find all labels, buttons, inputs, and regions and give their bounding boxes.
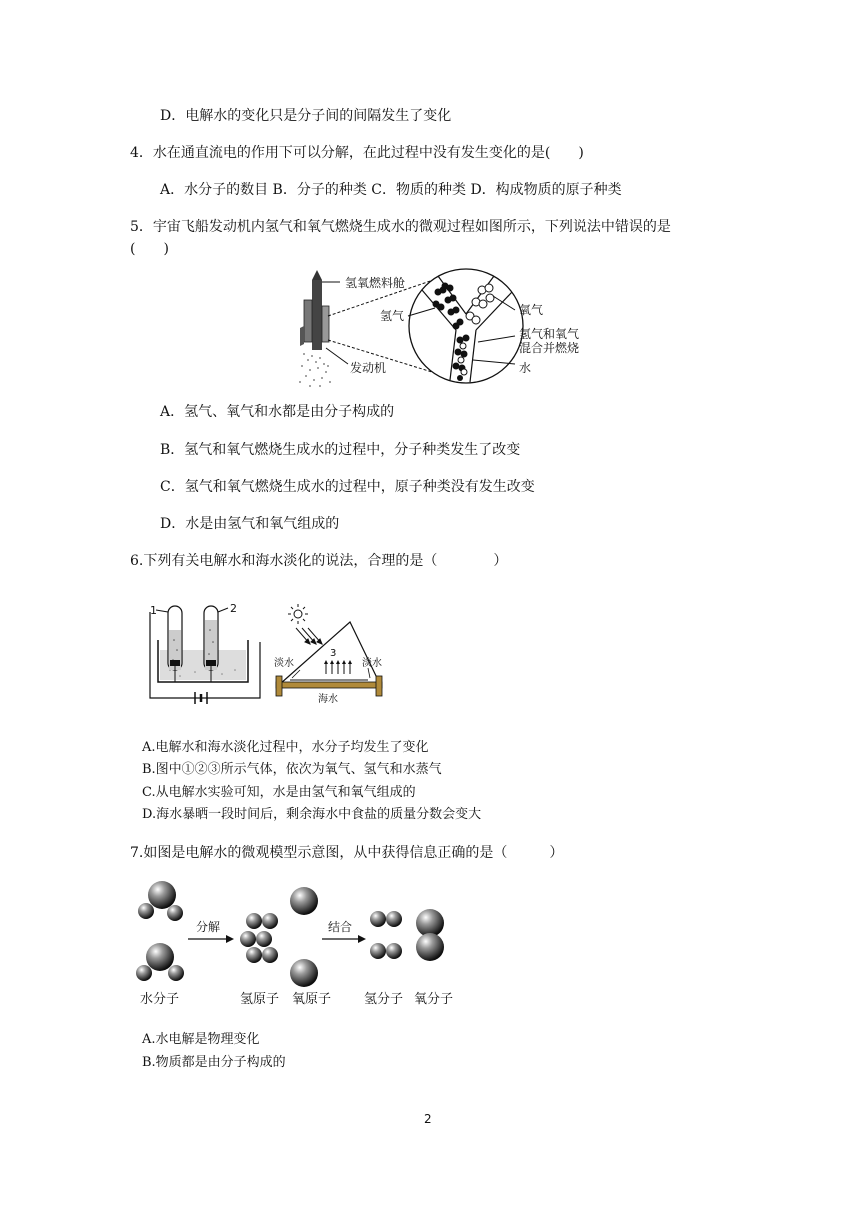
- label-oxygen-molecule: 氧分子: [414, 992, 454, 1007]
- q6-option-b: B.图中①②③所示气体，依次为氧气、氢气和水蒸气: [142, 762, 442, 777]
- label-mix-line2: 混合并燃烧: [519, 341, 580, 355]
- label-hydrogen-atom: 氢原子: [240, 992, 280, 1007]
- label-oxygen: 氧气: [519, 303, 544, 317]
- q5-option-c: C．氢气和氧气燃烧生成水的过程中，原子种类没有发生改变: [160, 479, 535, 495]
- q5-stem-bracket: ( ): [130, 241, 169, 257]
- label-fresh-water-left: 淡水: [274, 658, 294, 669]
- q7-option-b: B.物质都是由分子构成的: [142, 1055, 286, 1070]
- rocket-icon: [299, 270, 331, 387]
- label-oxygen-atom: 氧原子: [292, 992, 332, 1007]
- q6-desalination-figure: [270, 600, 395, 710]
- page-number: 2: [424, 1112, 432, 1126]
- label-tube-2: 2: [230, 602, 237, 615]
- q5-stem: 5．宇宙飞船发动机内氢气和氧气燃烧生成水的微观过程如图所示，下列说法中错误的是: [130, 219, 671, 235]
- q4-stem: 4．水在通直流电的作用下可以分解，在此过程中没有发生变化的是( ): [130, 145, 584, 161]
- q4-options: A．水分子的数目 B．分子的种类 C．物质的种类 D．构成物质的原子种类: [160, 182, 622, 198]
- label-hydrogen: 氢气: [380, 309, 405, 323]
- q6-electrolysis-figure: [140, 600, 270, 710]
- q5-rocket-figure: [290, 268, 600, 393]
- label-engine: 发动机: [350, 361, 387, 375]
- q7-stem: 7.如图是电解水的微观模型示意图，从中获得信息正确的是（ ）: [130, 845, 564, 861]
- q5-option-b: B．氢气和氧气燃烧生成水的过程中，分子种类发生了改变: [160, 442, 521, 458]
- q6-option-d: D.海水暴晒一段时间后，剩余海水中食盐的质量分数会变大: [142, 807, 482, 822]
- q5-option-a: A．氢气、氧气和水都是由分子构成的: [160, 404, 395, 420]
- label-fresh-water-right: 淡水: [362, 658, 382, 669]
- label-water: 水: [519, 361, 532, 375]
- label-combine: 结合: [328, 920, 353, 934]
- q3-option-d: D．电解水的变化只是分子间的间隔发生了变化: [160, 108, 452, 124]
- label-seawater: 海水: [318, 694, 338, 705]
- label-decompose: 分解: [196, 920, 221, 934]
- label-water-molecule: 水分子: [140, 992, 180, 1007]
- label-mix-line1: 氢气和氧气: [519, 327, 580, 341]
- sun-icon: [288, 604, 308, 624]
- label-tube-1: 1: [150, 604, 157, 617]
- q7-option-a: A.水电解是物理变化: [142, 1032, 260, 1047]
- q6-option-a: A.电解水和海水淡化过程中，水分子均发生了变化: [142, 740, 429, 755]
- label-3: 3: [330, 648, 337, 659]
- label-hydrogen-molecule: 氢分子: [364, 992, 404, 1007]
- q5-option-d: D．水是由氢气和氧气组成的: [160, 516, 340, 532]
- q6-option-c: C.从电解水实验可知，水是由氢气和氧气组成的: [142, 785, 416, 800]
- q6-stem: 6.下列有关电解水和海水淡化的说法，合理的是（ ）: [130, 553, 508, 569]
- q7-molecule-model-figure: [130, 875, 460, 1015]
- label-fuel-tank: 氢氧燃料舱: [345, 276, 406, 290]
